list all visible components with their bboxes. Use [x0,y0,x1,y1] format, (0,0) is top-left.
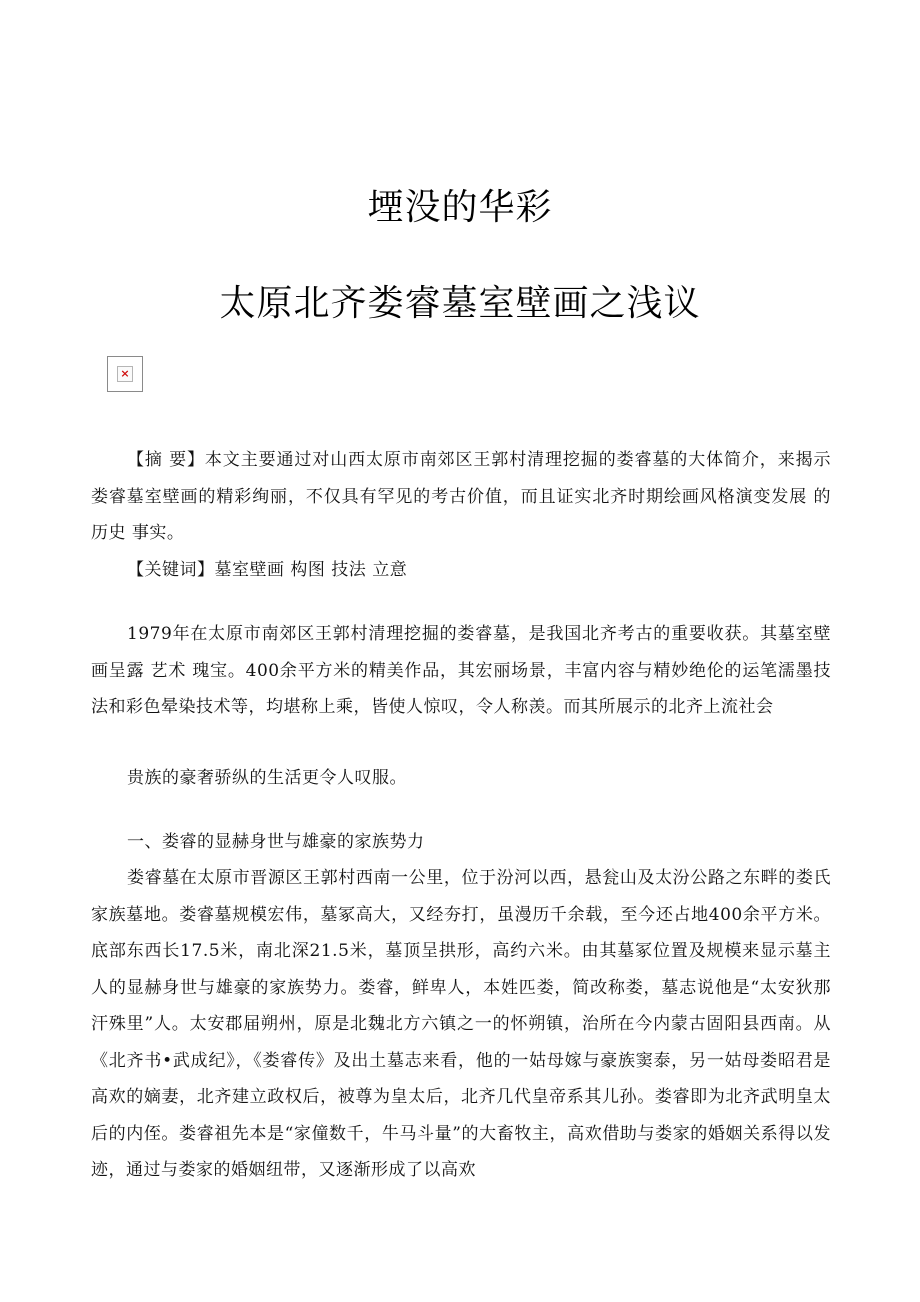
section-heading: 一、娄睿的显赫身世与雄豪的家族势力 [127,832,425,852]
title-line-1: 堙没的华彩 [367,187,553,228]
intro-paragraph: 1979年在太原市南郊区王郭村清理挖掘的娄睿墓，是我国北齐考古的重要收获。其墓室壁画呈露 艺术 瑰宝。400余平方米的精美作品，其宏丽场景，丰富内容与精妙绝伦的运笔濡墨技法和彩色晕染技术等，均堪称上乘，皆使人惊叹，令人称羡。而其所展示的北齐上流社会 [91,624,831,717]
abstract-paragraph: 【摘 要】本文主要通过对山西太原市南郊区王郭村清理挖掘的娄睿墓的大体简介，来揭示娄睿墓室壁画的精彩绚丽，不仅具有罕见的考古价值，而且证实北齐时期绘画风格演变发展 的 历史 事实。 [91,450,831,543]
broken-image-icon: × [117,366,133,382]
keywords-paragraph: 【关键词】墓室壁画 构图 技法 立意 [127,560,408,580]
title-line-2: 太原北齐娄睿墓室壁画之浅议 [219,283,701,324]
broken-image-placeholder [107,356,143,392]
intro-continuation: 贵族的豪奢骄纵的生活更令人叹服。 [127,768,407,788]
section-body-paragraph: 娄睿墓在太原市晋源区王郭村西南一公里，位于汾河以西，悬瓮山及太汾公路之东畔的娄氏家族墓地。娄睿墓规模宏伟，墓冢高大，又经夯打，虽漫历千余载，至今还占地400余平方米。底部东西长17.5米，南北深21.5米，墓顶呈拱形，高约六米。由其墓冢位置及规模来显示墓主人的显赫身世与雄豪的家族势力。娄睿，鲜卑人，本姓匹娄，简改称娄，墓志说他是“太安狄那汗殊里”人。太安郡届朔州，原是北魏北方六镇之一的怀朔镇，治所在今内蒙古固阳县西南。从《北齐书•武成纪》，《娄睿传》及出土墓志来看，他的一姑母嫁与豪族窦泰，另一姑母娄昭君是高欢的嫡妻，北齐建立政权后，被尊为皇太后，北齐几代皇帝系其儿孙。娄睿即为北齐武明皇太后的内侄。娄睿祖先本是“家僮数千，牛马斗量”的大畜牧主，高欢借助与娄家的婚姻关系得以发迹，通过与娄家的婚姻纽带，又逐渐形成了以高欢 [91,868,831,1180]
